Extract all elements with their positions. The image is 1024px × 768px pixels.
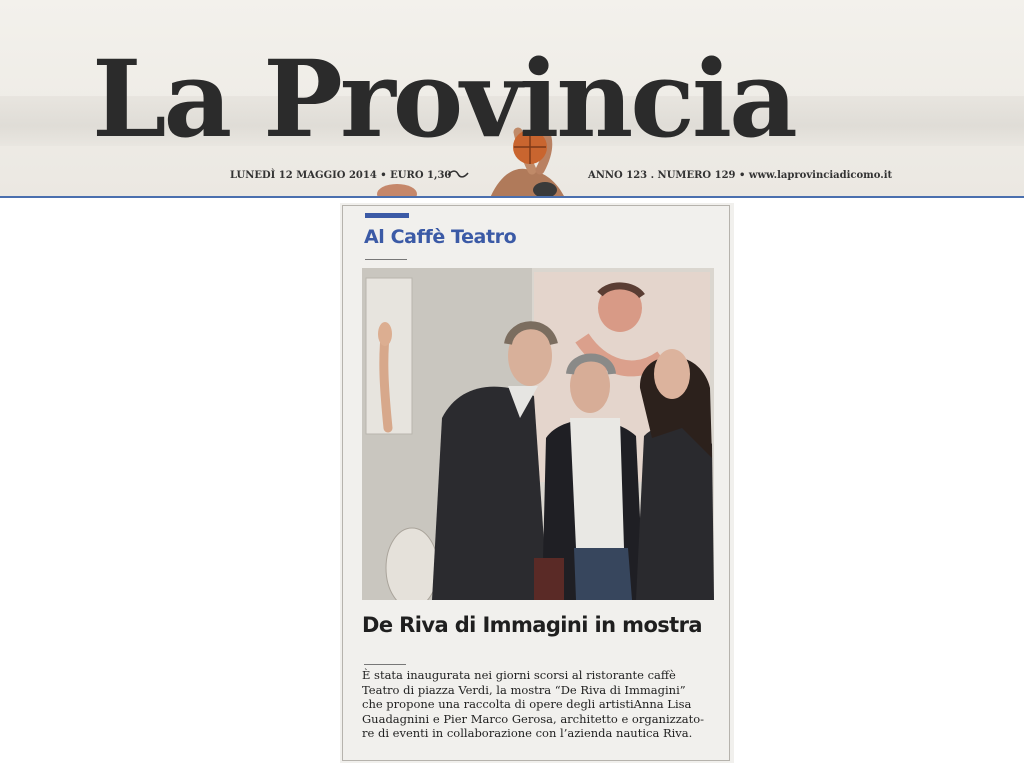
masthead (0, 0, 1024, 196)
article-body (362, 668, 714, 741)
masthead-issue-website: ANNO 123 . NUMERO 129 • www.laprovinciadicomo.it (588, 170, 893, 181)
article-body-line: Guadagnini e Pier Marco Gerosa, architetto e organizzato- (362, 711, 705, 726)
article-body-line: Teatro di piazza Verdi, la mostra “De Riva di Immagini” (362, 682, 686, 697)
masthead-date-price: LUNEDÌ 12 MAGGIO 2014 • EURO 1,30 (230, 170, 452, 181)
gallery-group-photo (362, 268, 714, 600)
athlete-photo-fragment (372, 180, 422, 196)
article-photo (362, 268, 714, 600)
newspaper-title: La Provincia (92, 36, 795, 161)
section-rule (365, 259, 407, 260)
article-body-line: È stata inaugurata nei giorni scorsi al ristorante caffè (362, 668, 676, 682)
section-label: Al Caffè Teatro (364, 226, 517, 248)
divider (0, 196, 1024, 198)
article-headline: De Riva di Immagini in mostra (362, 613, 702, 637)
ornament-icon (446, 169, 470, 179)
section-accent-bar (365, 213, 409, 218)
body-rule (364, 664, 406, 665)
article-body-line: re di eventi in collaborazione con l’azienda nautica Riva. (362, 726, 693, 740)
article-body-line: che propone una raccolta di opere degli artistiAnna Lisa (362, 697, 692, 711)
